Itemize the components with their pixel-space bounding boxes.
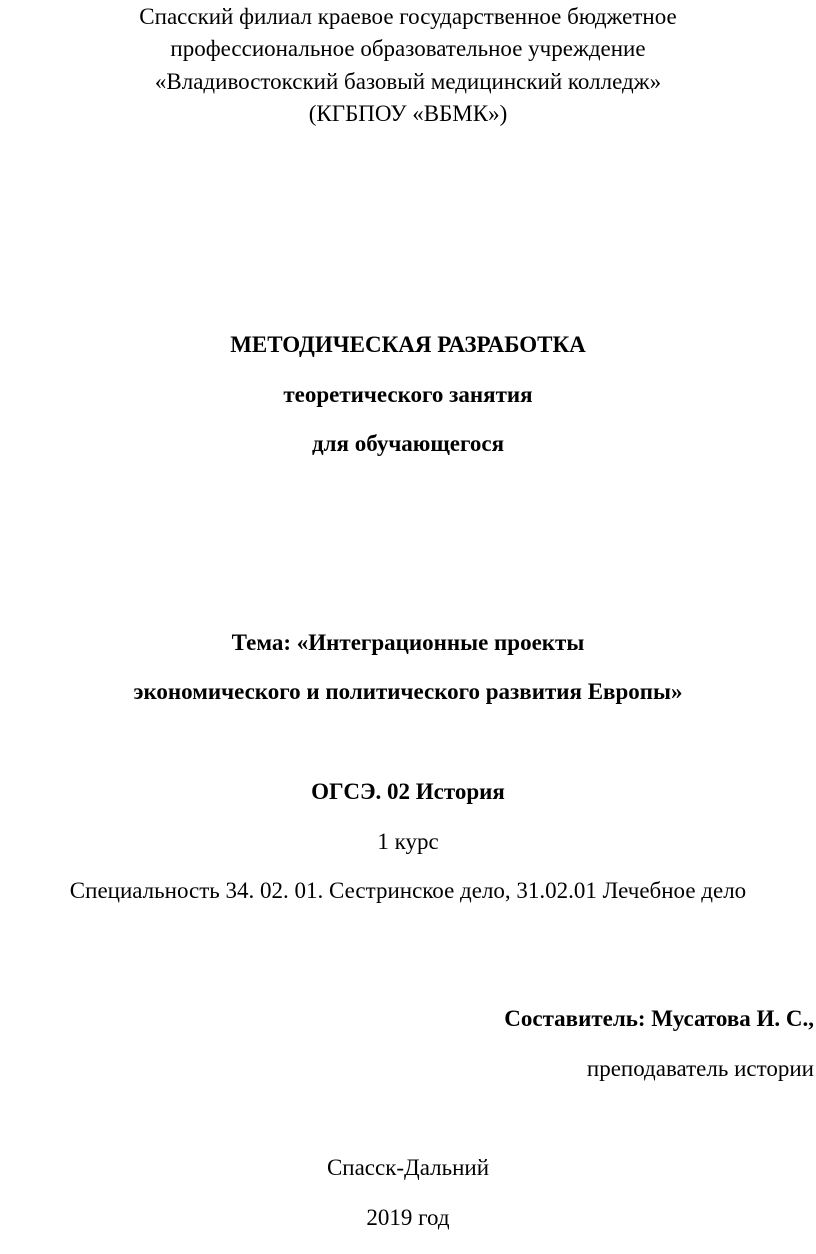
document-title: МЕТОДИЧЕСКАЯ РАЗРАБОТКА bbox=[230, 332, 586, 357]
institution-abbreviation: (КГБПОУ «ВБМК») bbox=[308, 101, 508, 126]
course-year: 1 курс bbox=[377, 829, 439, 854]
institution-line-3: «Владивостокский базовый медицинский колледж» bbox=[154, 69, 662, 94]
topic-line-1: Тема: «Интеграционные проекты bbox=[231, 630, 585, 655]
document-subtitle-1: теоретического занятия bbox=[283, 382, 533, 407]
author-name: Составитель: Мусатова И. С., bbox=[504, 1006, 814, 1031]
institution-line-2: профессиональное образовательное учреждение bbox=[170, 36, 646, 61]
author-position: преподаватель истории bbox=[586, 1056, 814, 1081]
topic-line-2: экономического и политического развития Европы» bbox=[133, 679, 683, 704]
city: Спасск-Дальний bbox=[326, 1155, 490, 1180]
specialty: Специальность 34. 02. 01. Сестринское дело, 31.02.01 Лечебное дело bbox=[69, 878, 747, 903]
document-subtitle-2: для обучающегося bbox=[311, 431, 505, 456]
institution-line-1: Спасский филиал краевое государственное бюджетное bbox=[139, 4, 677, 29]
year: 2019 год bbox=[366, 1205, 450, 1230]
discipline: ОГСЭ. 02 История bbox=[311, 779, 505, 804]
